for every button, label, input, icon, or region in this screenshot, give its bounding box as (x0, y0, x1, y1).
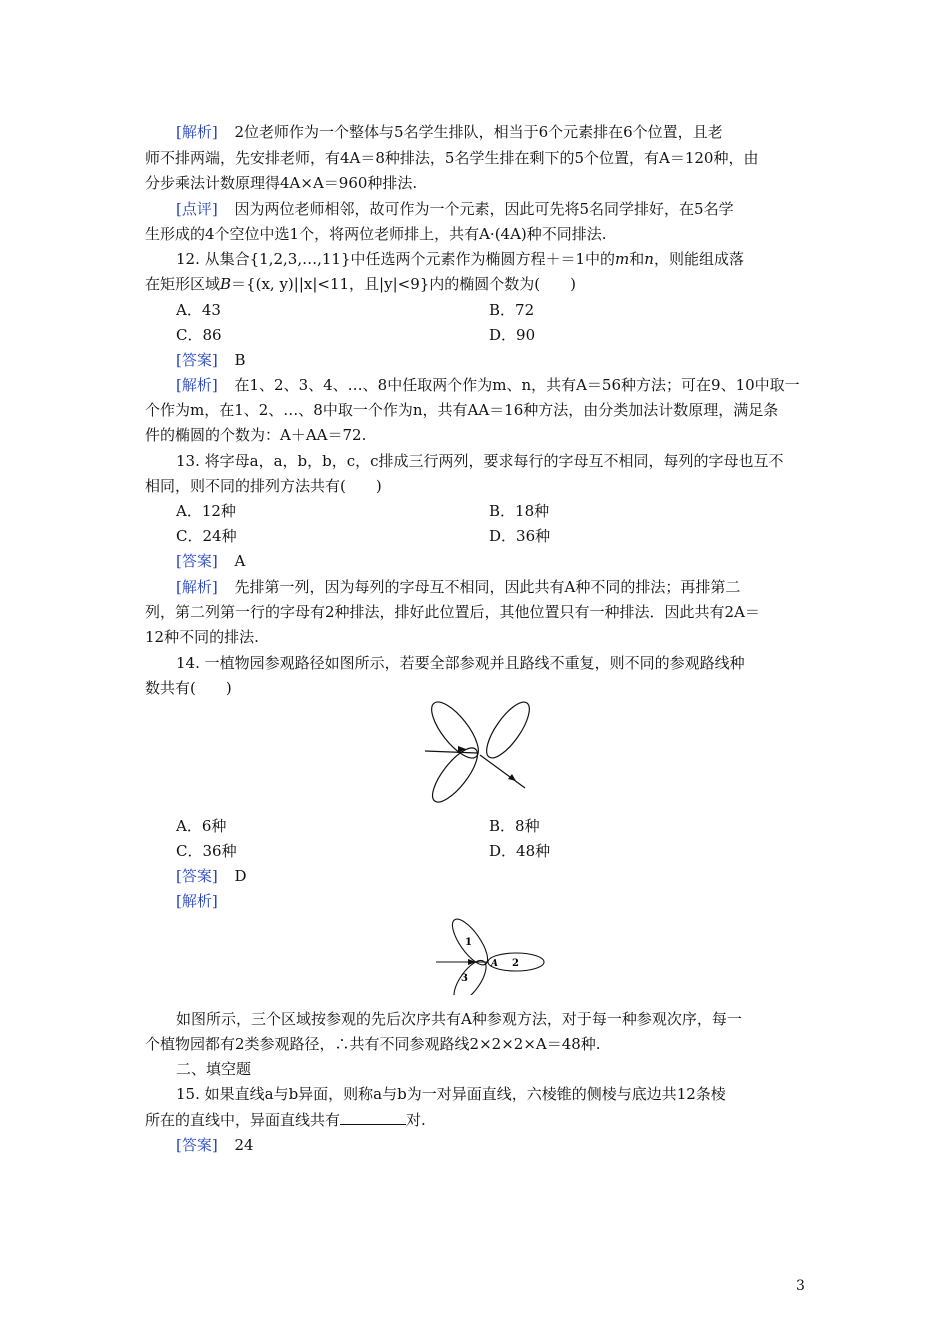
answer-value: D (234, 867, 247, 885)
analysis-tag: [解析] (176, 892, 218, 910)
option-b: B．72 (489, 301, 535, 319)
option-c: C．36种 (176, 842, 237, 860)
question-14: 14. 一植物园参观路径如图所示，若要全部参观并且路线不重复，则不同的参观路线种 (176, 654, 745, 672)
var-n: n (644, 250, 654, 268)
answer-value: B (234, 351, 246, 369)
analysis-line (176, 576, 740, 598)
answer-line (176, 865, 247, 887)
label-1: 1 (465, 937, 472, 948)
question-12-line2 (145, 273, 576, 295)
section-heading: 二、填空题 (176, 1060, 252, 1078)
text: 在矩形区域 (145, 275, 221, 293)
answer-tag: [答案] (176, 351, 218, 369)
question-12 (176, 248, 744, 270)
text: ＝{(x, y)||x|<11，且|y|<9}内的椭圆个数为( ) (231, 275, 576, 293)
option-c: C．86 (176, 326, 222, 344)
label-2: 2 (512, 958, 519, 969)
analysis-tag: [解析] (176, 123, 218, 141)
page-number: 3 (796, 1278, 805, 1294)
loop-upper (424, 700, 486, 765)
arrow-head (508, 774, 516, 781)
garden-path-figure (420, 700, 570, 810)
comment-line (176, 198, 734, 220)
text: 所在的直线中，异面直线共有 (145, 1111, 341, 1129)
text: 2位老师作为一个整体与5名学生排队，相当于6个元素排在6个位置，且老 (234, 123, 723, 141)
option-c: C．24种 (176, 527, 237, 545)
text-line: 个植物园都有2类参观路径，∴共有不同参观路线2×2×2×A＝48种. (145, 1035, 601, 1053)
fill-blank (340, 1110, 406, 1125)
text: 先排第一列，因为每列的字母互不相同，因此共有A种不同的排法；再排第二 (234, 578, 741, 596)
question-15-line2 (145, 1109, 426, 1131)
var-m: m (615, 250, 630, 268)
answer-value: A (234, 552, 246, 570)
text: 因为两位老师相邻，故可作为一个元素，因此可先将5名同学排好，在5名学 (234, 200, 734, 218)
option-b: B．8种 (489, 817, 540, 835)
option-d: D．90 (489, 326, 536, 344)
text-line: 师不排两端，先安排老师，有4A＝8种排法，5名学生排在剩下的5个位置，有A＝120种，由 (145, 149, 759, 167)
text-line: 如图所示，三个区域按参观的先后次序共有A种参观方法，对于每一种参观次序，每一 (176, 1010, 742, 1028)
labeled-garden-figure (432, 915, 552, 995)
text: 和 (629, 250, 645, 268)
label-a: A (491, 959, 498, 969)
question-13-line2: 相同，则不同的排列方法共有( ) (145, 477, 382, 495)
option-a: A．43 (176, 301, 221, 319)
question-15: 15. 如果直线a与b异面，则称a与b为一对异面直线，六棱锥的侧棱与底边共12条棱 (176, 1085, 726, 1103)
answer-tag: [答案] (176, 552, 218, 570)
option-b: B．18种 (489, 502, 550, 520)
analysis-tag: [解析] (176, 578, 218, 596)
analysis-line (176, 890, 218, 912)
loop-right (479, 700, 537, 764)
text: 在1、2、3、4、…、8中任取两个作为m、n，共有A＝56种方法；可在9、10中取一 (234, 376, 800, 394)
question-13: 13. 将字母a，a，b，b，c，c排成三行两列，要求每行的字母互不相同，每列的字母也互不 (176, 452, 784, 470)
answer-line (176, 550, 245, 572)
analysis-tag: [解析] (176, 376, 218, 394)
option-a: A．12种 (176, 502, 236, 520)
text-line: 件的椭圆的个数为：A＋AA＝72. (145, 426, 367, 444)
text: 12. 从集合{1,2,3,…,11}中任选两个元素作为椭圆方程＋＝1中的 (176, 250, 616, 268)
text: 对. (406, 1111, 426, 1129)
text-line: 12种不同的排法. (145, 628, 259, 646)
answer-tag: [答案] (176, 1136, 218, 1154)
analysis-line (176, 374, 800, 396)
answer-line (176, 1134, 254, 1156)
comment-tag: [点评] (176, 200, 218, 218)
label-3: 3 (461, 973, 468, 984)
answer-line (176, 349, 246, 371)
text-line: 列，第二列第一行的字母有2种排法，排好此位置后，其他位置只有一种排法．因此共有2A＝ (145, 603, 760, 621)
analysis-line (176, 121, 723, 143)
answer-tag: [答案] (176, 867, 218, 885)
option-d: D．36种 (489, 527, 551, 545)
answer-value: 24 (234, 1136, 254, 1154)
text-line: 分步乘法计数原理得4A×A＝960种排法. (145, 174, 418, 192)
text-line: 生形成的4个空位中选1个，将两位老师排上，共有A·(4A)种不同排法. (145, 225, 607, 243)
option-a: A．6种 (176, 817, 227, 835)
text-line: 个作为m，在1、2、…、8中取一个作为n，共有AA＝16种方法，由分类加法计数原理，满足条 (145, 401, 779, 419)
question-14-line2: 数共有( ) (145, 679, 232, 697)
exit-path (480, 755, 525, 788)
option-d: D．48种 (489, 842, 551, 860)
entry-path (425, 751, 477, 753)
text: ，则能组成落 (653, 250, 744, 268)
var-B: B (220, 275, 232, 293)
